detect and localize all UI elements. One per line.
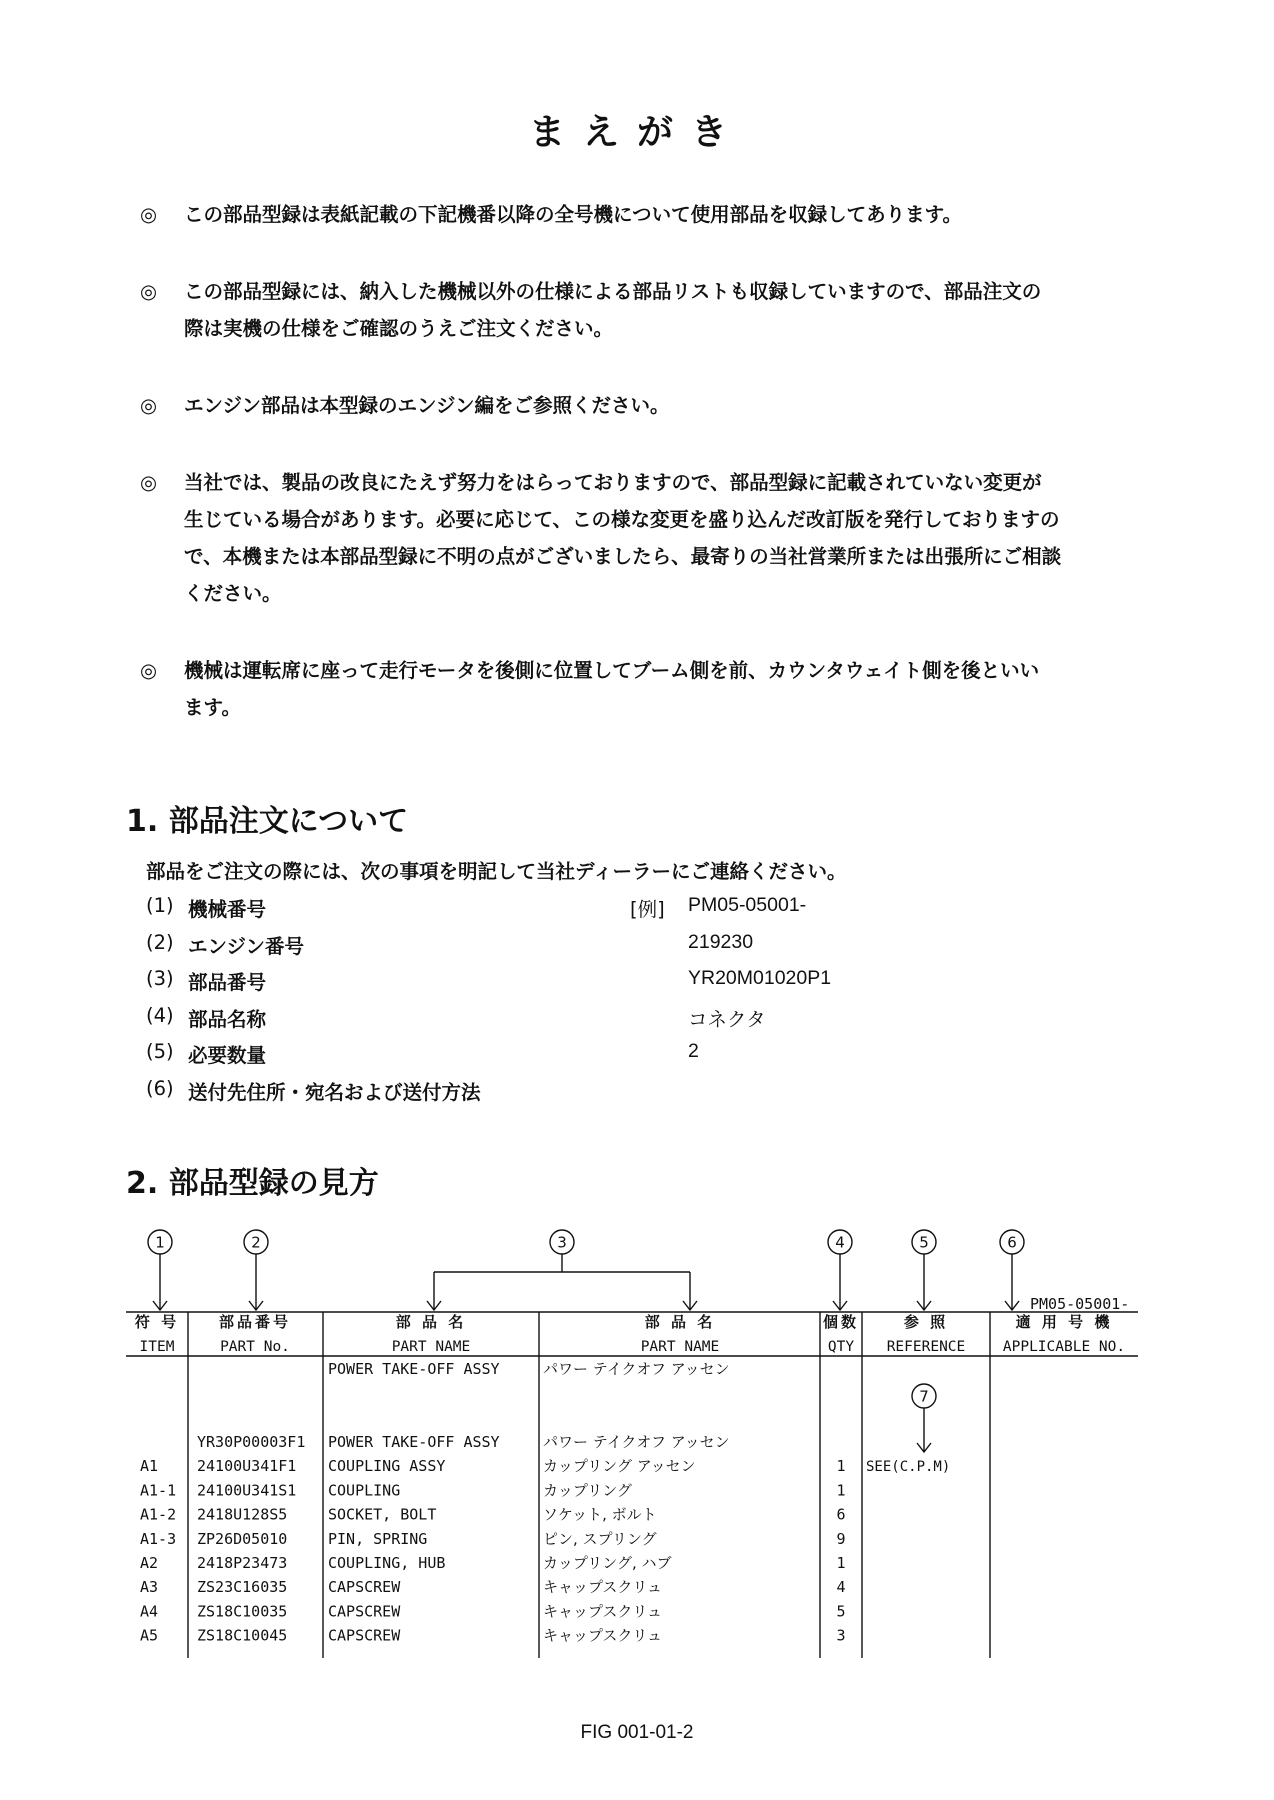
order-item-number: (4) (146, 1003, 174, 1027)
header-part-no_en: PART No. (220, 1339, 290, 1355)
order-item-example: 2 (688, 1040, 699, 1063)
row-part-name: CAPSCREW (328, 1602, 401, 1621)
order-item-number: (5) (146, 1040, 174, 1064)
callout-7-number: 7 (919, 1387, 929, 1406)
order-item-5 (146, 1040, 1046, 1077)
header-ref-en: REFERENCE (886, 1339, 966, 1355)
order-items (146, 894, 1046, 1114)
row-item: A4 (140, 1602, 159, 1621)
row-part-name: COUPLING, HUB (328, 1554, 446, 1572)
row-part-number: 2418P23473 (197, 1554, 288, 1572)
header-item-jp: 符 号 (134, 1313, 180, 1331)
header-ref-jp: 参 照 (903, 1313, 949, 1331)
row-part-number: ZS18C10045 (197, 1626, 288, 1645)
row-part-name-jp: ソケット, ボルト (543, 1505, 657, 1524)
header-name2-jp: 部 品 名 (644, 1313, 716, 1331)
row-part-name-jp: キャップスクリュ (543, 1626, 662, 1645)
row-item: A1-3 (140, 1529, 177, 1548)
callout-3-number: 3 (557, 1233, 567, 1252)
order-item-label: エンジン番号 (188, 934, 305, 958)
header-name-jp: 部 品 名 (395, 1313, 467, 1331)
row-part-name: CAPSCREW (328, 1578, 401, 1597)
order-item-number: (1) (146, 894, 174, 917)
row-quantity: 1 (836, 1554, 846, 1572)
header-qty-jp: 個数 (822, 1313, 860, 1331)
row-quantity: 1 (836, 1457, 846, 1476)
row-item: A2 (140, 1554, 159, 1572)
note-line: 当社では、製品の改良にたえず努力をはらっておりますので、部品型録に記載されていない変更が (184, 471, 1042, 494)
note-line: 際は実機の仕様をご確認のうえご注文ください。 (184, 317, 614, 340)
row-quantity: 6 (836, 1505, 846, 1524)
header-app-jp: 適 用 号 機 (1015, 1313, 1113, 1331)
row-item: A1-2 (140, 1505, 177, 1524)
note-line: ます。 (184, 696, 241, 719)
header-name-en: PART NAME (391, 1339, 471, 1355)
bullet-mark: ◎ (140, 394, 158, 417)
note-4 (140, 464, 1140, 612)
order-item-example: コネクタ (688, 1008, 766, 1031)
note-5 (140, 652, 1140, 726)
example-label: [例] (630, 898, 665, 921)
group-title-name-jp: パワー テイクオフ アッセン (543, 1360, 730, 1378)
order-item-example: 219230 (688, 930, 754, 953)
row-reference: SEE(C.P.M) (866, 1459, 951, 1476)
note-line: この部品型録は表紙記載の下記機番以降の全号機について使用部品を収録してあります。 (184, 203, 963, 226)
section2-heading: 2. 部品型録の見方 (126, 1166, 379, 1201)
row-part-number: 24100U341F1 (197, 1457, 297, 1476)
order-item-3 (146, 967, 1046, 1004)
bullet-mark: ◎ (140, 280, 158, 303)
row-part-name-jp: キャップスクリュ (543, 1578, 662, 1597)
row-part-name: CAPSCREW (328, 1626, 401, 1645)
header-item-en: ITEM (139, 1339, 175, 1355)
note-line: で、本機または本部品型録に不明の点がございましたら、最寄りの当社営業所または出張所にご相談 (184, 545, 1062, 568)
order-item-example: PM05-05001- (688, 894, 807, 916)
row-item: A1-1 (140, 1481, 177, 1500)
row-part-number: ZP26D05010 (197, 1529, 288, 1548)
note-line: エンジン部品は本型録のエンジン編をご参照ください。 (184, 394, 670, 417)
group-title-name: POWER TAKE-OFF ASSY (328, 1360, 500, 1378)
row-part-name-jp: カップリング, ハブ (543, 1554, 672, 1572)
order-item-example: YR20M01020P1 (688, 967, 832, 990)
row-part-name-jp: ピン, スプリング (543, 1529, 657, 1548)
note-1 (140, 196, 1140, 233)
order-item-1 (146, 894, 1046, 931)
order-item-label: 送付先住所・宛名および送付方法 (188, 1080, 481, 1104)
order-item-label: 部品番号 (188, 971, 267, 995)
order-item-label: 機械番号 (188, 898, 267, 921)
row-item: A1 (140, 1457, 159, 1476)
row-item: A5 (140, 1626, 159, 1645)
order-item-number: (3) (146, 967, 174, 991)
header-qty-en: QTY (827, 1339, 855, 1355)
row-part-name: POWER TAKE-OFF ASSY (328, 1433, 500, 1451)
note-line: 生じている場合があります。必要に応じて、この様な変更を盛り込んだ改訂版を発行しておりますの (184, 508, 1060, 531)
order-item-2 (146, 931, 1046, 968)
row-part-name: PIN, SPRING (328, 1529, 428, 1548)
row-quantity: 4 (836, 1578, 846, 1597)
note-3 (140, 387, 1140, 424)
applicable-number: PM05-05001- (1030, 1295, 1130, 1313)
notes-list (140, 196, 1140, 766)
row-part-name-jp: パワー テイクオフ アッセン (543, 1433, 730, 1451)
row-part-name: SOCKET, BOLT (328, 1505, 437, 1524)
order-intro: 部品をご注文の際には、次の事項を明記して当社ディーラーにご連絡ください。 (146, 860, 847, 883)
row-quantity: 5 (836, 1602, 846, 1621)
row-part-number: 2418U128S5 (197, 1505, 288, 1524)
order-item-6 (146, 1077, 1046, 1114)
note-line: 機械は運転席に座って走行モータを後側に位置してブーム側を前、カウンタウェイト側を後といい (184, 659, 1040, 682)
header-part-no_jp: 部品番号 (218, 1313, 292, 1331)
order-item-4 (146, 1004, 1046, 1041)
row-part-name: COUPLING ASSY (328, 1457, 446, 1476)
header-app-en: APPLICABLE NO. (1002, 1339, 1126, 1355)
callout-2-number: 2 (251, 1233, 261, 1252)
row-quantity: 1 (836, 1481, 846, 1500)
row-quantity: 9 (836, 1529, 846, 1548)
note-2 (140, 273, 1140, 347)
order-item-label: 部品名称 (188, 1007, 267, 1031)
callout-1-number: 1 (155, 1233, 165, 1252)
row-part-number: ZS18C10035 (197, 1602, 288, 1621)
order-item-number: (6) (146, 1076, 174, 1100)
callout-6-number: 6 (1007, 1233, 1017, 1252)
bullet-mark: ◎ (140, 203, 158, 226)
section1-heading: 1. 部品注文について (126, 804, 409, 839)
catalog-diagram (0, 1220, 1274, 1680)
row-part-name-jp: キャップスクリュ (543, 1602, 662, 1621)
row-part-number: YR30P00003F1 (197, 1433, 306, 1451)
row-part-name: COUPLING (328, 1481, 401, 1500)
row-part-name-jp: カップリング アッセン (543, 1457, 696, 1476)
row-quantity: 3 (836, 1626, 846, 1645)
page-title: まえがき (528, 112, 745, 153)
row-part-number: ZS23C16035 (197, 1578, 288, 1597)
row-item: A3 (140, 1578, 159, 1597)
row-part-name-jp: カップリング (543, 1481, 632, 1500)
note-line: ください。 (184, 582, 282, 605)
bullet-mark: ◎ (140, 471, 158, 494)
callout-4-number: 4 (835, 1233, 845, 1252)
bullet-mark: ◎ (140, 659, 158, 682)
header-name2-en: PART NAME (640, 1339, 720, 1355)
order-item-label: 必要数量 (188, 1044, 267, 1068)
order-item-number: (2) (146, 930, 174, 954)
row-part-number: 24100U341S1 (197, 1481, 297, 1500)
callout-5-number: 5 (919, 1233, 929, 1252)
note-line: この部品型録には、納入した機械以外の仕様による部品リストも収録していますので、部品注文の (184, 280, 1042, 303)
figure-number: FIG 001-01-2 (580, 1722, 694, 1743)
